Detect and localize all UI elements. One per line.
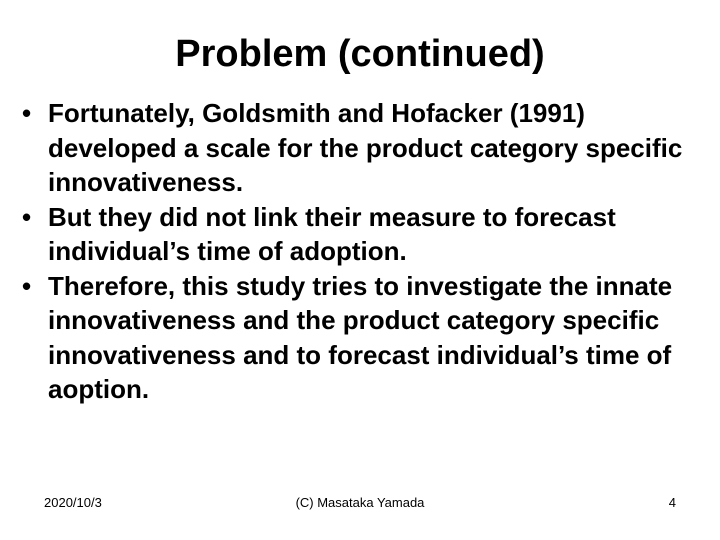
footer-page-number: 4 — [668, 495, 676, 510]
bullet-item — [22, 96, 702, 200]
bullet-item — [22, 269, 702, 407]
bullet-text: Therefore, this study tries to investigate the innate innovativeness and the product category specific innovativeness and to forecast individual’s time of aoption. — [48, 270, 673, 404]
footer-date: 2020/10/3 — [44, 495, 102, 510]
bullet-text: Fortunately, Goldsmith and Hofacker (1991) developed a scale for the product category specific innovativeness. — [48, 98, 683, 197]
bullet-list — [22, 96, 702, 407]
bullet-text: But they did not link their measure to forecast individual’s time of adoption. — [48, 201, 616, 266]
bullet-dot: • — [22, 270, 32, 301]
bullet-dot: • — [22, 201, 32, 232]
slide-title: Problem (continued) — [175, 33, 545, 75]
bullet-dot: • — [22, 98, 32, 128]
footer-copyright: (C) Masataka Yamada — [295, 495, 425, 510]
bullet-item — [22, 200, 702, 269]
